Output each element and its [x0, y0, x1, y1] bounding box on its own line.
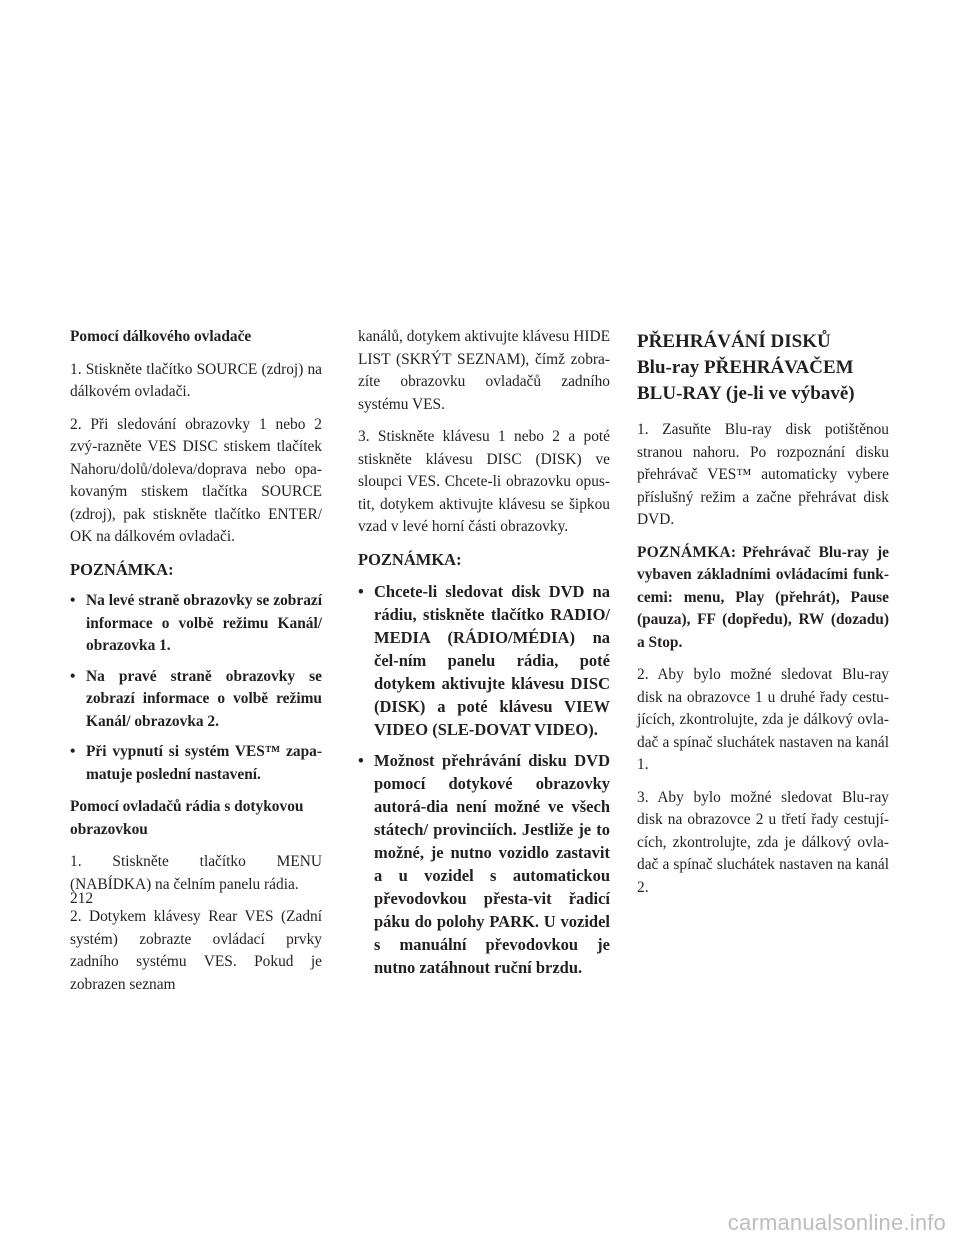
note-bullet: • Na levé straně obrazovky se zobrazí informace o volbě režimu Kanál/ obrazovka 1. — [70, 590, 322, 658]
note-bullet-list — [70, 590, 322, 786]
note-bluray — [637, 542, 889, 655]
note-bullet: • Možnost přehrávání disku DVD pomocí dotykové obrazovky autorá-dia není možné ve všech státech/ provinciích. Jestliže je to možné, je nutno vozidlo zastavit a u vozidel s automatickou převodovkou přesta-vit řadicí páku do polohy PARK. U vozidel s manuální převodovkou je nutno zatáhnout ruční brzdu. — [358, 749, 610, 979]
paragraph-screen2: 3. Aby bylo možné sledovat Blu-ray disk na obrazovce 2 u třetí řady cestují-cích, zkontrolujte, zda je dálkový ovla-dač a spínač sluchátek nastaven na kanál 2. — [637, 788, 889, 896]
note-heading: POZNÁMKA: — [358, 549, 462, 569]
section-title-line: Blu-ray PŘEHRÁVAČEM — [637, 357, 854, 378]
note-text: Přehrávač Blu-ray je vybaven základními ovládacími funk-cemi: menu, Play (přehrát), Pause (pauza), FF (dopředu), RW (dozadu) a Stop. — [637, 543, 889, 651]
page-number: 212 — [70, 890, 94, 907]
paragraph-continued: kanálů, dotykem aktivujte klávesu HIDE LIST (SKRÝT SEZNAM), čímž zobra-zíte obrazovku ovladačů zadního systému VES. — [358, 328, 610, 413]
note-bullet: • Chcete-li sledovat disk DVD na rádiu, stiskněte tlačítko RADIO/ MEDIA (RÁDIO/MÉDIA) na čel-ním panelu rádia, poté dotykem aktivujte klávesu DISC (DISK) a poté klávesu VIEW VIDEO (SLE-DOVAT VIDEO). — [358, 580, 610, 741]
column-left — [70, 326, 322, 1006]
section-title — [637, 329, 889, 407]
section-title-line: PŘEHRÁVÁNÍ DISKŮ — [637, 331, 831, 352]
section-title-line: BLU-RAY (je-li ve výbavě) — [637, 383, 855, 404]
paragraph-insert-disc: 1. Zasuňte Blu-ray disk potištěnou stranou nahoru. Po rozpoznání disku přehrávač VES™ automaticky vybere příslušný režim a začne přehrávat disk DVD. — [637, 421, 889, 528]
paragraph-step1-touch: 1. Stiskněte tlačítko MENU (NABÍDKA) na čelním panelu rádia. — [70, 853, 322, 893]
paragraph-step2-remote: 2. Při sledování obrazovky 1 nebo 2 zvý-razněte VES DISC stiskem tlačítek Nahoru/dolů/doleva/doprava nebo opa-kovaným stiskem tlačítka SOURCE (zdroj), pak stiskněte tlačítko ENTER/ OK na dálkovém ovladači. — [70, 415, 322, 545]
paragraph-screen1: 2. Aby bylo možné sledovat Blu-ray disk na obrazovce 1 u druhé řady cestu-jících, zkontrolujte, zda je dálkový ovla-dač a spínač sluchátek nastaven na kanál 1. — [637, 666, 889, 773]
subheading-touchscreen: Pomocí ovladačů rádia s dotykovou obrazovkou — [70, 798, 304, 838]
paragraph-step2-touch: 2. Dotykem klávesy Rear VES (Zadní systém) zobrazte ovládací prvky zadního systému VES. Pokud je zobrazen seznam — [70, 908, 322, 993]
note-heading: POZNÁMKA: — [70, 559, 174, 579]
paragraph-step3-touch: 3. Stiskněte klávesu 1 nebo 2 a poté stiskněte klávesu DISC (DISK) ve sloupci VES. Chcete-li obrazovku opus-tit, dotykem aktivujte klávesu se šipkou vzad v levé horní části obrazovky. — [358, 428, 610, 535]
note-label: POZNÁMKA: — [637, 543, 737, 561]
note-bullet-list — [358, 580, 610, 979]
watermark: carmanualsonline.info — [727, 1209, 946, 1235]
column-middle — [358, 326, 610, 989]
paragraph-step1-remote: 1. Stiskněte tlačítko SOURCE (zdroj) na dálkovém ovladači. — [70, 360, 322, 400]
note-bullet: • Na pravé straně obrazovky se zobrazí informace o volbě režimu Kanál/ obrazovka 2. — [70, 666, 322, 734]
column-right — [637, 326, 889, 909]
subheading-remote: Pomocí dálkového ovladače — [70, 328, 252, 345]
note-bullet: • Při vypnutí si systém VES™ zapa-matuje poslední nastavení. — [70, 741, 322, 786]
